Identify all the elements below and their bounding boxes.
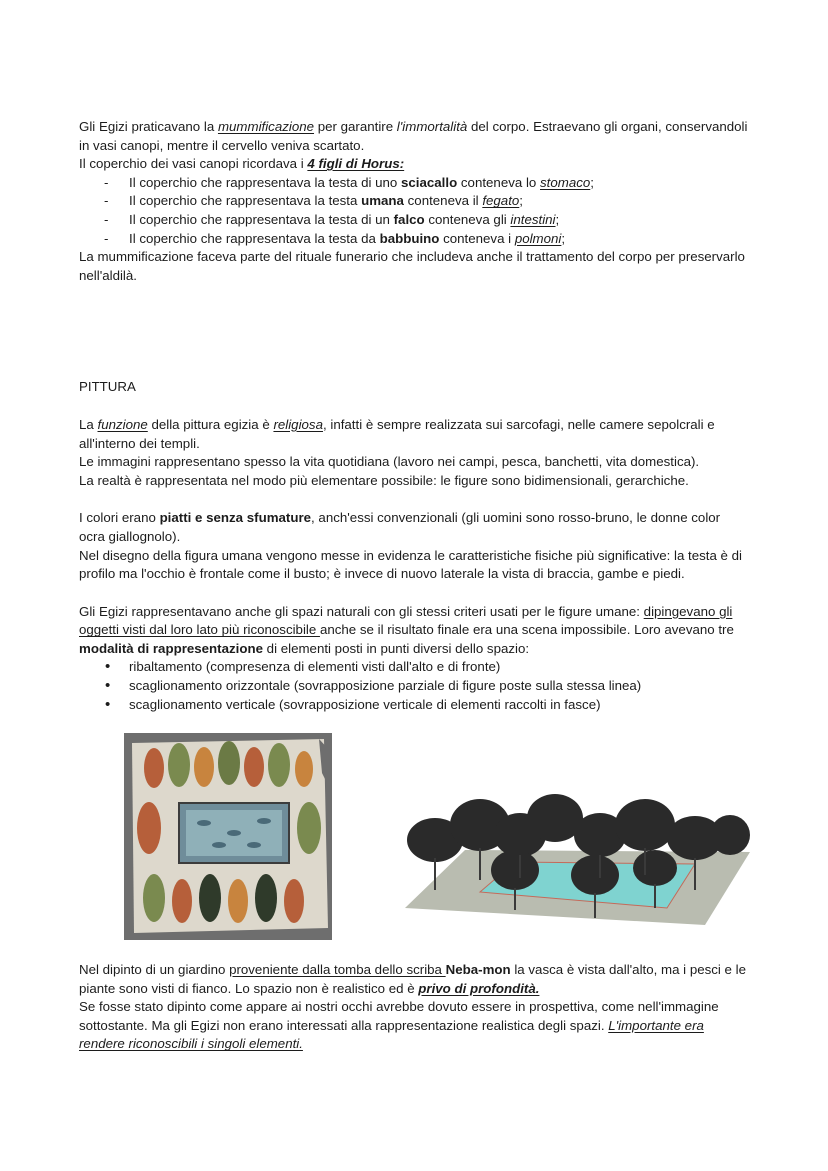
term-immortalita: l'immortalità: [396, 119, 468, 134]
section-title-pittura: PITTURA: [79, 379, 136, 395]
list-item: - Il coperchio che rappresentava la testa da babbuino conteneva i polmoni;: [79, 230, 749, 249]
pittura-spaces: Gli Egizi rappresentavano anche gli spazi naturali con gli stessi criteri usati per le figure umane: dipingevano gli oggetti visti dal loro lato più riconoscibile anche se il risultato finale era una scena impossibile. Loro avevano tre modalità di rappresentazione di elementi posti in punti diversi dello spazio:: [79, 603, 734, 656]
pittura-reality: La realtà è rappresentata nel modo più elementare possibile: le figure sono bidimensionali, gerarchiche.: [79, 472, 689, 488]
canopic-list: [79, 174, 749, 248]
pittura-human-figure: Nel disegno della figura umana vengono messe in evidenza le caratteristiche fisiche più significative: la testa è di profilo ma l'occhio è frontale come il busto; è invece di nuovo laterale la vista di braccia, gambe e piedi.: [79, 547, 743, 582]
list-item: • scaglionamento verticale (sovrapposizione verticale di elementi raccolti in fasce): [79, 696, 749, 715]
list-item: - Il coperchio che rappresentava la testa umana conteneva il fegato;: [79, 192, 749, 211]
nebamun-garden-fresco-image: [124, 733, 332, 940]
pittura-colors: I colori erano piatti e senza sfumature, anch'essi convenzionali (gli uomini sono rosso-bruno, le donne color ocra giallognolo).: [79, 510, 721, 544]
document-body: [79, 118, 749, 714]
list-item: • scaglionamento orizzontale (sovrapposizione parziale di figure poste sulla stessa linea): [79, 677, 749, 696]
canopic-intro: Il coperchio dei vasi canopi ricordava i 4 figli di Horus:: [79, 156, 405, 172]
term-mummificazione: mummificazione: [217, 119, 315, 134]
list-item: • ribaltamento (compresenza di elementi visti dall'alto e di fronte): [79, 658, 749, 677]
pittura-images-subject: Le immagini rappresentano spesso la vita quotidiana (lavoro nei campi, pesca, banchetti, vita domestica).: [79, 454, 700, 470]
mummification-intro: Gli Egizi praticavano la mummificazione per garantire l'immortalità del corpo. Estraevano gli organi, conservandoli in vasi canopi, mentre il cervello veniva scartato.: [79, 119, 748, 153]
pittura-function: La funzione della pittura egizia è religiosa, infatti è sempre realizzata sui sarcofagi, nelle camere sepolcrali e all'interno dei templi.: [79, 416, 715, 451]
term-horus: 4 figli di Horus:: [307, 156, 405, 172]
neba-mon-section: [79, 961, 749, 1054]
perspective-comparison: Se fosse stato dipinto come appare ai nostri occhi avrebbe dovuto essere in prospettiva, come nell'immagine sottostante. Ma gli Egizi non erano interessati alla rappresentazione realistica degli spazi. L'importante era rendere riconoscibili i singoli elementi.: [79, 999, 719, 1052]
perspective-garden-render-image: [405, 780, 750, 925]
list-item: - Il coperchio che rappresentava la testa di uno sciacallo conteneva lo stomaco;: [79, 174, 749, 193]
list-item: - Il coperchio che rappresentava la testa di un falco conteneva gli intestini;: [79, 211, 749, 230]
mummification-conclusion: La mummificazione faceva parte del rituale funerario che includeva anche il trattamento del corpo per preservarlo nell'aldilà.: [79, 249, 745, 283]
neba-mon-description: Nel dipinto di un giardino proveniente dalla tomba dello scriba Neba-mon la vasca è vista dall'alto, ma i pesci e le piante sono visti di fianco. Lo spazio non è realistico ed è privo di profondità.: [79, 962, 747, 996]
representation-modes-list: [79, 658, 749, 714]
